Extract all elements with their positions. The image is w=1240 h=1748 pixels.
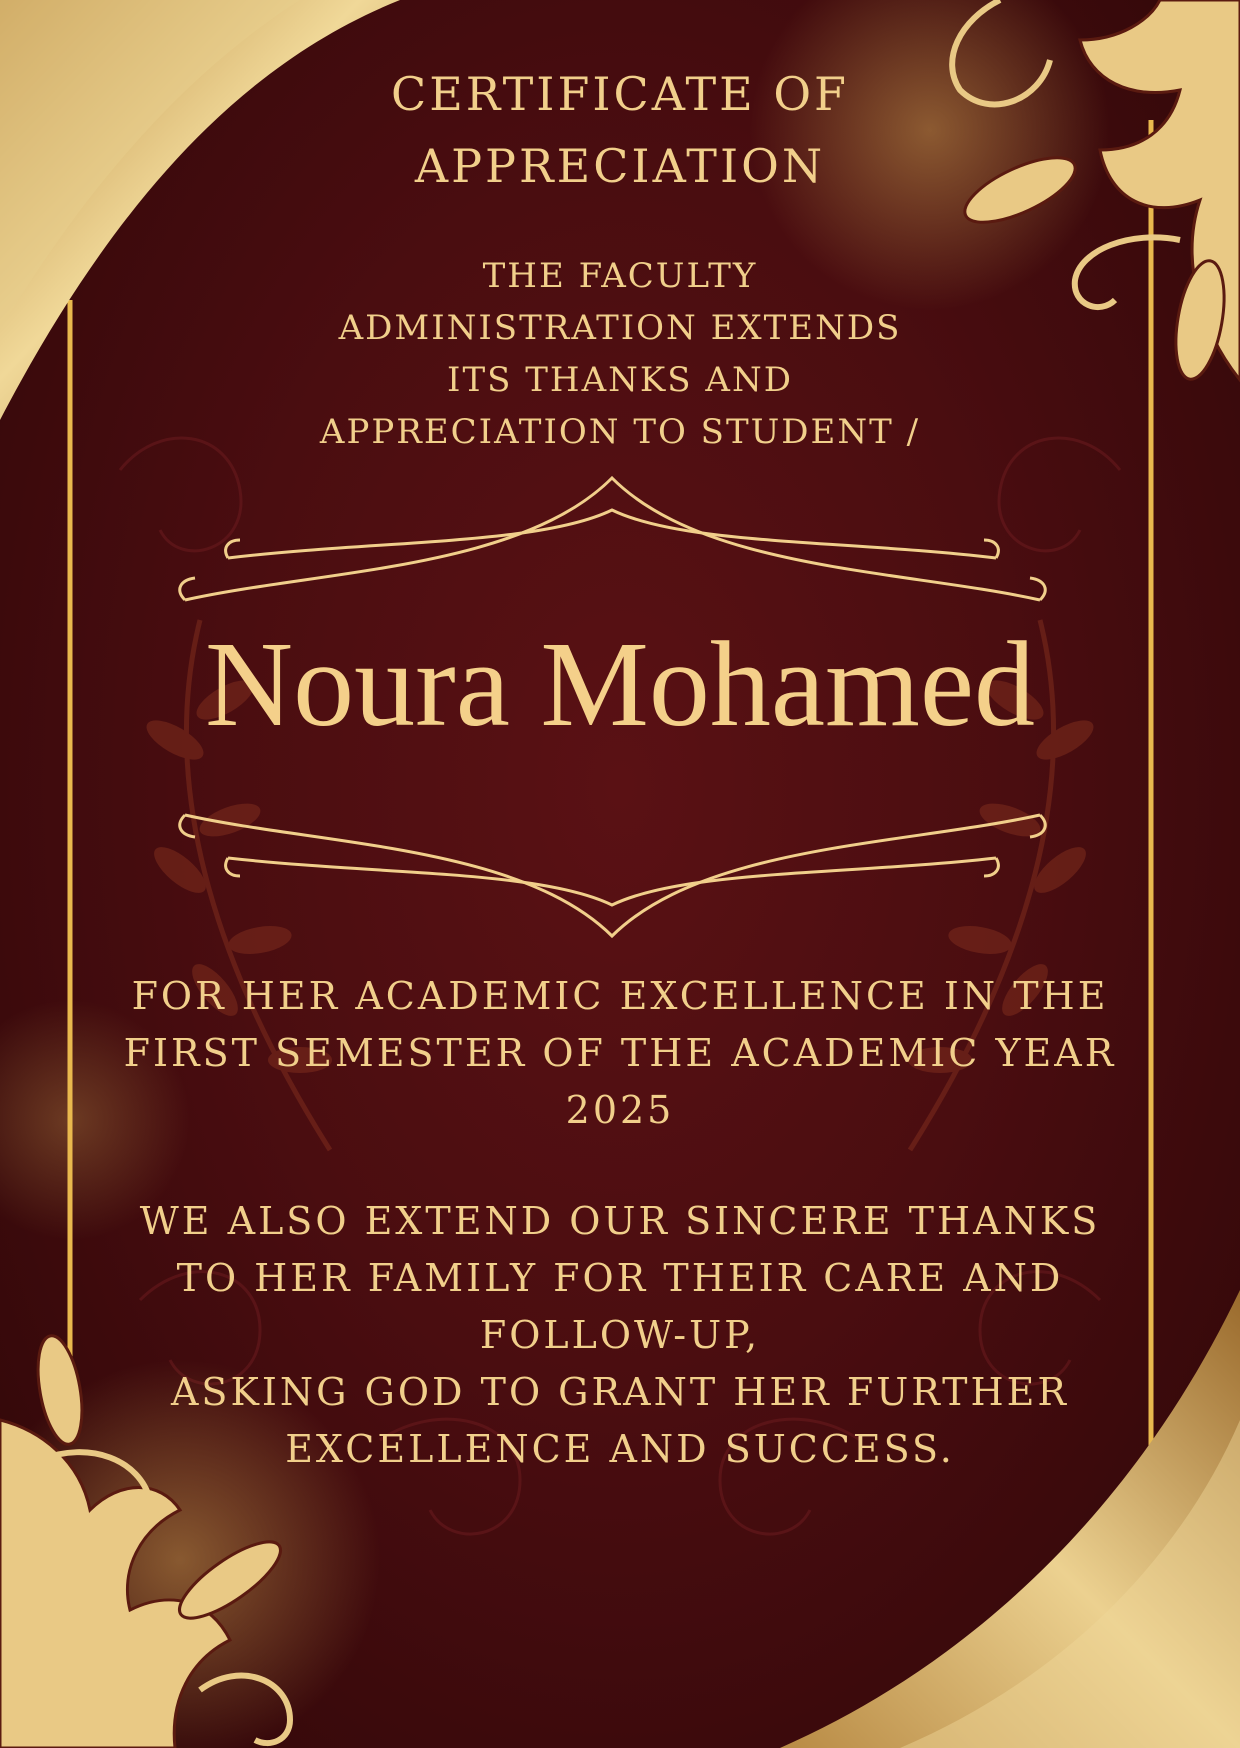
certificate-title bbox=[0, 58, 1240, 202]
title-line: CERTIFICATE OF bbox=[391, 67, 849, 121]
thanks-line: WE ALSO EXTEND OUR SINCERE THANKS bbox=[139, 1199, 1101, 1243]
student-name: Noura Mohamed bbox=[204, 617, 1036, 752]
intro-line: THE FACULTY bbox=[482, 256, 758, 296]
intro-line: ADMINISTRATION EXTENDS bbox=[338, 308, 902, 348]
reason-line: 2025 bbox=[565, 1088, 675, 1132]
thanks-text bbox=[0, 1193, 1240, 1478]
reason-line: FOR HER ACADEMIC EXCELLENCE IN THE bbox=[131, 974, 1109, 1018]
thanks-line: TO HER FAMILY FOR THEIR CARE AND bbox=[176, 1256, 1064, 1300]
reason-line: FIRST SEMESTER OF THE ACADEMIC YEAR bbox=[123, 1031, 1117, 1075]
intro-text bbox=[0, 250, 1240, 458]
bottom-name-flourish bbox=[180, 815, 1045, 936]
thanks-line: EXCELLENCE AND SUCCESS. bbox=[285, 1427, 955, 1471]
intro-line: ITS THANKS AND bbox=[447, 360, 793, 400]
top-name-flourish bbox=[180, 478, 1045, 600]
title-line: APPRECIATION bbox=[414, 139, 826, 193]
reason-text bbox=[0, 968, 1240, 1139]
thanks-line: FOLLOW-UP, bbox=[479, 1313, 761, 1357]
intro-line: APPRECIATION TO STUDENT / bbox=[319, 412, 921, 452]
thanks-line: ASKING GOD TO GRANT HER FURTHER bbox=[170, 1370, 1069, 1414]
